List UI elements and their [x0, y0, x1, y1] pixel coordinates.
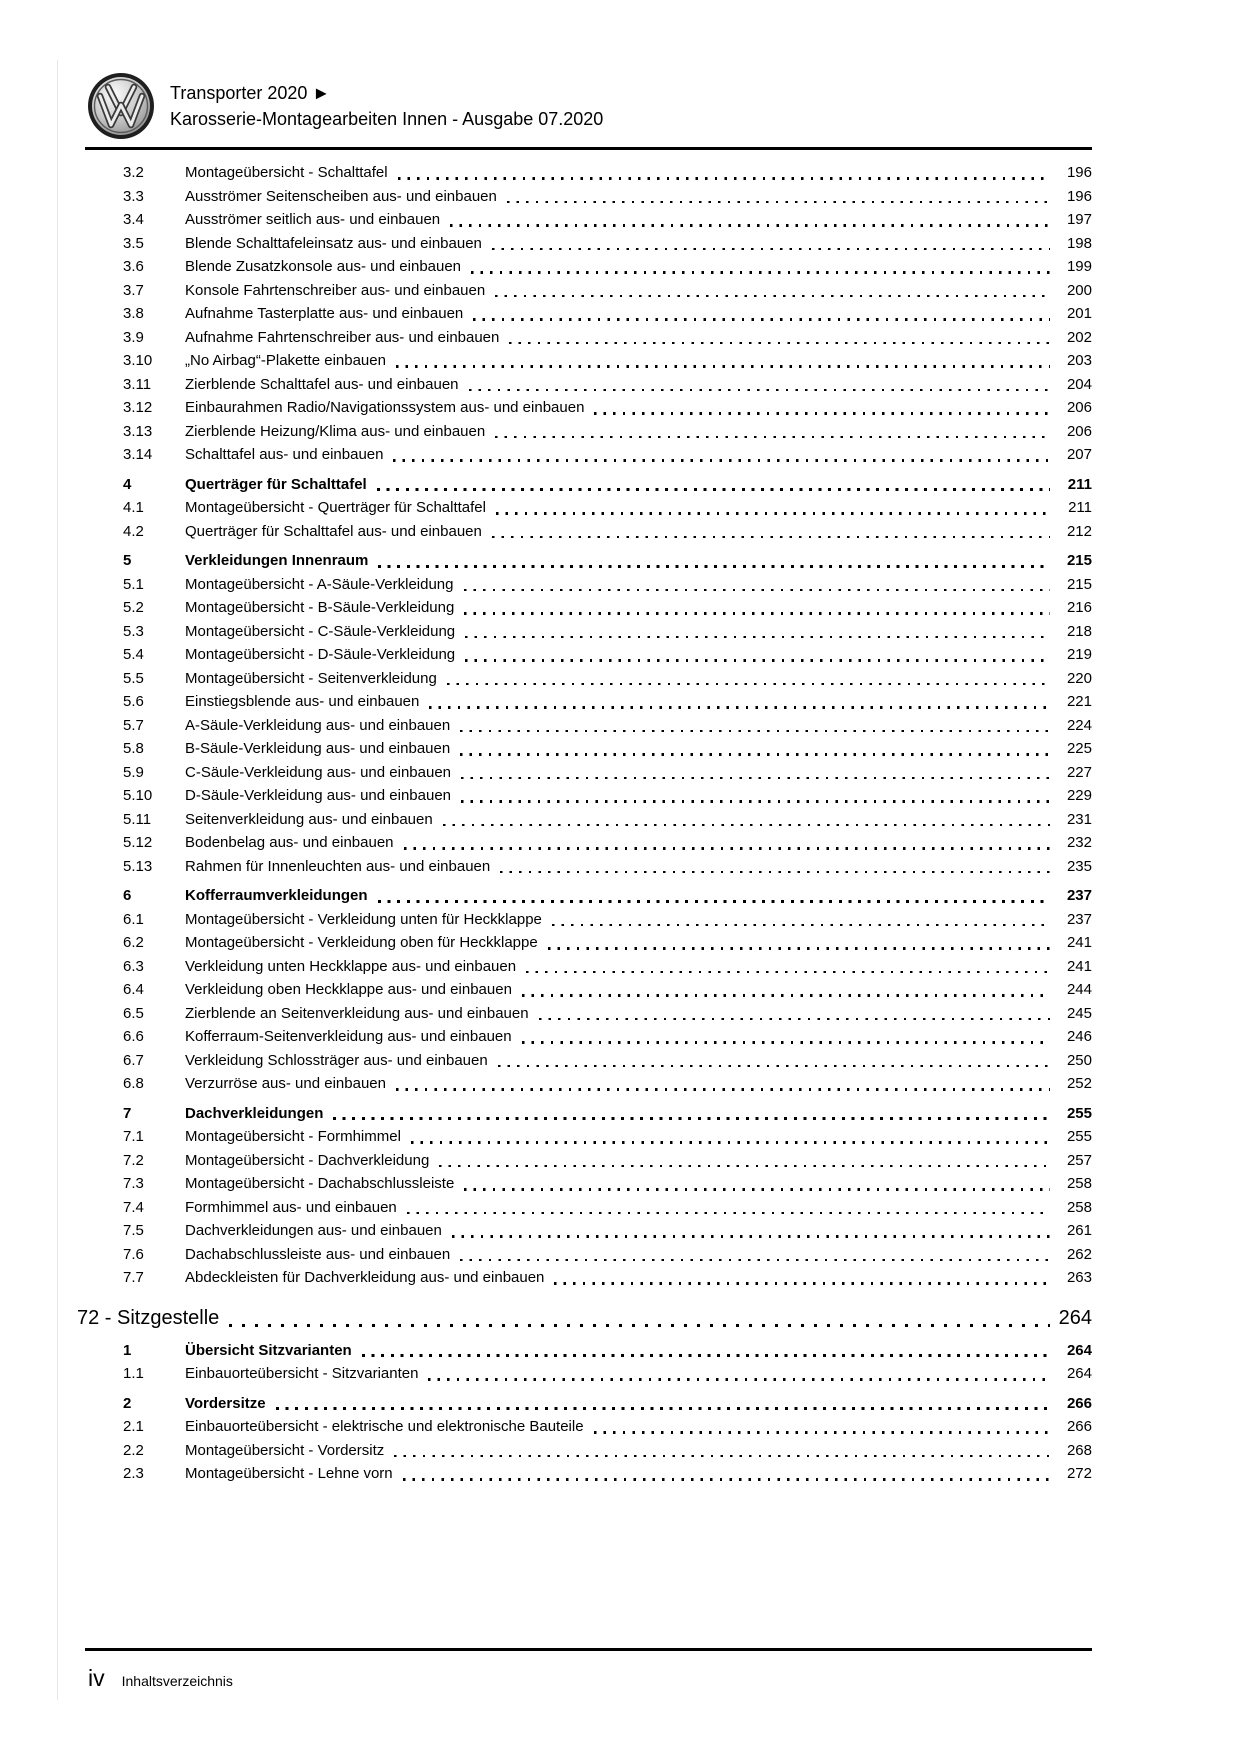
toc-entry-page: 211 — [1068, 499, 1092, 516]
dot-leader — [471, 255, 1050, 279]
dot-leader — [276, 1392, 1050, 1416]
toc-entry-number: 3.8 — [123, 305, 144, 322]
toc-entry-page: 258 — [1066, 1198, 1092, 1216]
toc-entry-number: 3.11 — [123, 375, 152, 393]
toc-entry-page: 241 — [1066, 934, 1092, 951]
toc-entry-row — [85, 1025, 1092, 1049]
toc-entry-number: 3.10 — [123, 352, 153, 369]
toc-entry-page: 196 — [1066, 187, 1092, 205]
toc-entry-page: 263 — [1066, 1269, 1092, 1286]
toc-entry-number: 7.6 — [123, 1245, 144, 1263]
toc-entry-row — [85, 931, 1092, 955]
page-header — [85, 70, 1092, 150]
toc-entry-number: 6 — [123, 887, 132, 904]
footer-rule — [85, 1648, 1092, 1651]
toc-entry-page: 237 — [1066, 910, 1092, 928]
dot-leader — [522, 1025, 1050, 1049]
toc-entry-title: Abdeckleisten für Dachverkleidung aus- und einbauen — [185, 1269, 545, 1286]
dot-leader — [460, 737, 1050, 761]
toc-entry-row — [85, 808, 1092, 832]
dot-leader — [460, 1243, 1050, 1267]
toc-entry-number: 5.11 — [123, 810, 152, 828]
dot-leader — [492, 520, 1050, 544]
toc-entry-row — [85, 1439, 1092, 1463]
toc-entry-row — [85, 1339, 1092, 1363]
toc-entry-page: 264 — [1058, 1306, 1092, 1329]
toc-entry-title: Einbaurahmen Radio/Navigationssystem aus- und einbauen — [185, 399, 585, 416]
toc-entry-row — [85, 761, 1092, 785]
toc-entry-title: „No Airbag“-Plakette einbauen — [185, 352, 386, 369]
toc-entry-title: Einstiegsblende aus- und einbauen — [185, 693, 420, 710]
toc-entry-number: 3.9 — [123, 328, 144, 346]
toc-entry-number: 2.3 — [123, 1465, 144, 1482]
dot-leader — [464, 596, 1050, 620]
toc-entry-row — [85, 1196, 1092, 1220]
toc-entry-number: 6.5 — [123, 1004, 144, 1022]
toc-entry-title: Verzurröse aus- und einbauen — [185, 1075, 386, 1092]
toc-entry-title: Ausströmer Seitenscheiben aus- und einbauen — [185, 187, 497, 205]
toc-entry-row — [85, 573, 1092, 597]
toc-entry-title: Montageübersicht - Lehne vorn — [185, 1465, 393, 1482]
toc-entry-title: Zierblende Heizung/Klima aus- und einbauen — [185, 422, 486, 440]
toc-entry-page: 221 — [1066, 693, 1092, 710]
header-titles — [170, 70, 1092, 132]
dot-leader — [460, 714, 1050, 738]
toc-entry-number: 5.8 — [123, 740, 144, 757]
toc-entry-row — [85, 1002, 1092, 1026]
toc-entry-number: 3.4 — [123, 211, 144, 228]
toc-entry-number: 3.13 — [123, 422, 153, 440]
toc-entry-number: 3.5 — [123, 234, 144, 252]
dot-leader — [407, 1196, 1050, 1220]
dot-leader — [394, 1439, 1050, 1463]
toc-entry-title: Zierblende Schalttafel aus- und einbauen — [185, 375, 459, 393]
toc-entry-number: 6.6 — [123, 1028, 144, 1045]
toc-entry-row — [85, 714, 1092, 738]
toc-entry-title: D-Säule-Verkleidung aus- und einbauen — [185, 787, 452, 804]
toc-entry-page: 235 — [1066, 857, 1092, 875]
dot-leader — [492, 232, 1050, 256]
dot-leader — [473, 302, 1050, 326]
toc-entry-title: Querträger für Schalttafel — [185, 475, 367, 493]
toc-entry-page: 246 — [1066, 1028, 1092, 1045]
toc-entry-title: Formhimmel aus- und einbauen — [185, 1198, 397, 1216]
toc-entry-row — [85, 690, 1092, 714]
toc-entry-number: 1 — [123, 1341, 132, 1359]
toc-entry-number: 5.12 — [123, 834, 153, 851]
toc-entry-title: Montageübersicht - Vordersitz — [185, 1441, 385, 1459]
dot-leader — [526, 955, 1050, 979]
toc-entry-row — [85, 1125, 1092, 1149]
dot-leader — [396, 1072, 1050, 1096]
toc-entry-number: 5.4 — [123, 646, 144, 663]
toc-entry-row — [85, 784, 1092, 808]
toc-entry-number: 4 — [123, 475, 132, 493]
toc-entry-row — [85, 373, 1092, 397]
toc-entry-row — [85, 831, 1092, 855]
toc-entry-number: 6.2 — [123, 934, 144, 951]
toc-entry-title: Montageübersicht - Seitenverkleidung — [185, 669, 437, 687]
toc-entry-row — [85, 855, 1092, 879]
toc-entry-number: 5 — [123, 552, 132, 569]
dot-leader — [461, 784, 1050, 808]
toc-entry-page: 237 — [1066, 887, 1092, 904]
toc-entry-row — [85, 596, 1092, 620]
toc-entry-number: 5.6 — [123, 693, 144, 710]
dot-leader — [378, 884, 1050, 908]
toc-entry-page: 199 — [1066, 258, 1092, 275]
toc-entry-row — [85, 326, 1092, 350]
footer-section-label: Inhaltsverzeichnis — [121, 1673, 233, 1689]
toc-entry-number: 7 — [123, 1104, 132, 1122]
toc-entry-page: 266 — [1066, 1394, 1092, 1412]
toc-entry-number: 6.7 — [123, 1051, 144, 1069]
toc-entry-number: 3.2 — [123, 164, 144, 181]
toc-entry-number: 3.7 — [123, 281, 144, 299]
toc-entry-page: 200 — [1066, 281, 1092, 299]
toc-entry-page: 264 — [1066, 1365, 1092, 1382]
dot-leader — [539, 1002, 1050, 1026]
toc-entry-row — [85, 349, 1092, 373]
toc-entry-row — [85, 1172, 1092, 1196]
toc-entry-row — [85, 549, 1092, 573]
toc-entry-row — [85, 232, 1092, 256]
dot-leader — [552, 908, 1050, 932]
toc-entry-title: Aufnahme Fahrtenschreiber aus- und einbauen — [185, 328, 500, 346]
toc-entry-title: Konsole Fahrtenschreiber aus- und einbauen — [185, 281, 486, 299]
toc-entry-page: 261 — [1066, 1222, 1092, 1239]
toc-entry-row — [85, 1102, 1092, 1126]
toc-entry-number: 4.2 — [123, 522, 144, 540]
dot-leader — [465, 643, 1050, 667]
toc-entry-page: 262 — [1066, 1245, 1092, 1263]
toc-entry-row — [85, 1149, 1092, 1173]
dot-leader — [377, 473, 1050, 497]
toc-entry-title: Seitenverkleidung aus- und einbauen — [185, 810, 433, 828]
toc-entry-number: 2.2 — [123, 1441, 144, 1459]
toc-entry-title: B-Säule-Verkleidung aus- und einbauen — [185, 740, 451, 757]
dot-leader — [495, 420, 1050, 444]
toc-entry-row — [85, 396, 1092, 420]
toc-entry-row — [85, 1266, 1092, 1290]
toc-entry-page: 212 — [1066, 522, 1092, 540]
toc-entry-page: 255 — [1066, 1104, 1092, 1122]
toc-entry-row — [85, 1219, 1092, 1243]
toc-entry-number: 3.3 — [123, 187, 144, 205]
toc-entry-number: 7.1 — [123, 1128, 144, 1145]
toc-entry-title: Montageübersicht - C-Säule-Verkleidung — [185, 622, 456, 640]
toc-entry-row — [85, 643, 1092, 667]
dot-leader — [447, 667, 1050, 691]
toc-entry-page: 207 — [1066, 446, 1092, 463]
toc-entry-page: 224 — [1066, 716, 1092, 734]
dot-leader — [333, 1102, 1050, 1126]
toc-entry-number: 4.1 — [123, 499, 144, 516]
dot-leader — [404, 831, 1050, 855]
toc-entry-page: 266 — [1066, 1418, 1092, 1435]
toc-entry-title: Montageübersicht - A-Säule-Verkleidung — [185, 575, 454, 593]
toc-entry-page: 245 — [1066, 1004, 1092, 1022]
toc-entry-title: Zierblende an Seitenverkleidung aus- und einbauen — [185, 1004, 529, 1022]
toc-entry-row — [85, 908, 1092, 932]
toc-entry-number: 1.1 — [123, 1365, 144, 1382]
toc-entry-title: Aufnahme Tasterplatte aus- und einbauen — [185, 305, 464, 322]
dot-leader — [439, 1149, 1050, 1173]
toc-entry-title: Blende Zusatzkonsole aus- und einbauen — [185, 258, 462, 275]
dot-leader — [428, 1362, 1050, 1386]
toc-entry-page: 215 — [1066, 575, 1092, 593]
toc-chapter-row — [77, 1303, 1092, 1333]
toc-entry-page: 258 — [1066, 1175, 1092, 1192]
toc-entry-title: Kofferraumverkleidungen — [185, 887, 368, 904]
toc-entry-title: Dachverkleidungen aus- und einbauen — [185, 1222, 442, 1239]
toc-entry-title: Montageübersicht - Querträger für Schalttafel — [185, 499, 486, 516]
toc-entry-title: Montageübersicht - Formhimmel — [185, 1128, 401, 1145]
toc-entry-number: 7.7 — [123, 1269, 144, 1286]
toc-entry-row — [85, 1462, 1092, 1486]
dot-leader — [594, 396, 1050, 420]
toc-entry-row — [85, 185, 1092, 209]
toc-entry-number: 7.4 — [123, 1198, 144, 1216]
dot-leader — [464, 1172, 1050, 1196]
toc-entry-title: Verkleidungen Innenraum — [185, 552, 369, 569]
toc-entry-title: Verkleidung Schlossträger aus- und einbauen — [185, 1051, 488, 1069]
toc-entry-page: 206 — [1066, 399, 1092, 416]
toc-entry-number: 3.12 — [123, 399, 153, 416]
toc-entry-number: 5.5 — [123, 669, 144, 687]
dot-leader — [594, 1415, 1050, 1439]
dot-leader — [496, 496, 1050, 520]
toc-entry-row — [85, 473, 1092, 497]
dot-leader — [450, 208, 1050, 232]
toc-entry-page: 202 — [1066, 328, 1092, 346]
toc-entry-page: 197 — [1066, 211, 1092, 228]
toc-entry-row — [85, 302, 1092, 326]
toc-entry-row — [85, 279, 1092, 303]
toc-entry-number: 3.14 — [123, 446, 153, 463]
dot-leader — [465, 620, 1050, 644]
toc-entry-page: 257 — [1066, 1151, 1092, 1169]
toc-entry-number: 5.1 — [123, 575, 144, 593]
toc-entry-row — [85, 255, 1092, 279]
dot-leader — [469, 373, 1050, 397]
dot-leader — [452, 1219, 1050, 1243]
scan-edge-artifact — [57, 60, 58, 1700]
toc-entry-row — [85, 737, 1092, 761]
toc-entry-page: 219 — [1066, 646, 1092, 663]
document-model-title: Transporter 2020 ► — [170, 83, 331, 103]
toc-entry-page: 204 — [1066, 375, 1092, 393]
toc-entry-number: 5.10 — [123, 787, 153, 804]
toc-entry-title: Montageübersicht - Dachabschlussleiste — [185, 1175, 455, 1192]
toc-entry-row — [85, 1362, 1092, 1386]
footer-page-number: iv — [88, 1665, 105, 1691]
dot-leader — [461, 761, 1050, 785]
toc-entry-title: Montageübersicht - Schalttafel — [185, 164, 388, 181]
toc-entry-row — [85, 955, 1092, 979]
toc-entry-page: 220 — [1066, 669, 1092, 687]
toc-entry-number: 2 — [123, 1394, 132, 1412]
dot-leader — [362, 1339, 1050, 1363]
dot-leader — [429, 690, 1050, 714]
toc-entry-page: 216 — [1066, 599, 1092, 616]
toc-entry-number: 5.2 — [123, 599, 144, 616]
toc-entry-page: 244 — [1066, 981, 1092, 998]
dot-leader — [443, 808, 1050, 832]
toc-entry-title: Kofferraum-Seitenverkleidung aus- und einbauen — [185, 1028, 512, 1045]
toc-entry-title: Einbauorteübersicht - Sitzvarianten — [185, 1365, 419, 1382]
dot-leader — [498, 1049, 1050, 1073]
toc-entry-title: Dachabschlussleiste aus- und einbauen — [185, 1245, 451, 1263]
toc-entry-page: 203 — [1066, 352, 1092, 369]
toc-entry-number: 7.2 — [123, 1151, 144, 1169]
toc-entry-page: 231 — [1066, 810, 1092, 828]
toc-entry-title: Bodenbelag aus- und einbauen — [185, 834, 394, 851]
toc-entry-page: 255 — [1066, 1128, 1092, 1145]
toc-entry-number: 6.1 — [123, 910, 144, 928]
toc-entry-page: 211 — [1067, 475, 1092, 493]
toc-entry-page: 196 — [1066, 164, 1092, 181]
toc-entry-page: 241 — [1066, 957, 1092, 975]
toc-entry-number: 3.6 — [123, 258, 144, 275]
toc-entry-row — [85, 620, 1092, 644]
toc-entry-title: Vordersitze — [185, 1394, 266, 1412]
toc-entry-title: Montageübersicht - D-Säule-Verkleidung — [185, 646, 456, 663]
dot-leader — [548, 931, 1050, 955]
toc-entry-row — [85, 1072, 1092, 1096]
toc-entry-number: 5.7 — [123, 716, 144, 734]
dot-leader — [500, 855, 1050, 879]
dot-leader — [393, 443, 1050, 467]
toc-entry-title: C-Säule-Verkleidung aus- und einbauen — [185, 763, 452, 781]
toc-entry-title: Montageübersicht - Verkleidung unten für Heckklappe — [185, 910, 542, 928]
toc-entry-page: 252 — [1066, 1075, 1092, 1092]
dot-leader — [507, 185, 1050, 209]
toc-entry-row — [85, 1392, 1092, 1416]
toc-entry-title: Verkleidung oben Heckklappe aus- und einbauen — [185, 981, 512, 998]
dot-leader — [229, 1303, 1050, 1333]
dot-leader — [411, 1125, 1050, 1149]
toc-entry-row — [85, 1415, 1092, 1439]
toc-entry-title: Einbauorteübersicht - elektrische und elektronische Bauteile — [185, 1418, 584, 1435]
toc-entry-row — [85, 161, 1092, 185]
toc-entry-number: 5.9 — [123, 763, 144, 781]
toc-entry-row — [85, 208, 1092, 232]
toc-entry-page: 201 — [1066, 305, 1092, 322]
toc-entry-number: 7.3 — [123, 1175, 144, 1192]
vw-logo-icon — [87, 72, 155, 140]
dot-leader — [554, 1266, 1050, 1290]
document-subtitle: Karosserie-Montagearbeiten Innen - Ausgabe 07.2020 — [170, 109, 604, 129]
toc-entry-title: Verkleidung unten Heckklappe aus- und einbauen — [185, 957, 517, 975]
toc-entry-row — [85, 443, 1092, 467]
toc-entry-row — [85, 1049, 1092, 1073]
dot-leader — [378, 549, 1050, 573]
dot-leader — [522, 978, 1050, 1002]
dot-leader — [464, 573, 1051, 597]
toc-entry-title: Rahmen für Innenleuchten aus- und einbauen — [185, 857, 491, 875]
toc-entry-row — [85, 496, 1092, 520]
toc-entry-title: Schalttafel aus- und einbauen — [185, 446, 384, 463]
dot-leader — [398, 161, 1050, 185]
toc-entry-title: 72 - Sitzgestelle — [77, 1306, 220, 1329]
toc-entry-row — [85, 667, 1092, 691]
dot-leader — [495, 279, 1050, 303]
toc-entry-number: 6.3 — [123, 957, 144, 975]
toc-entry-number: 6.8 — [123, 1075, 144, 1092]
toc-entry-number: 5.13 — [123, 857, 153, 875]
toc-entry-number: 2.1 — [123, 1418, 144, 1435]
toc-entry-number: 6.4 — [123, 981, 144, 998]
toc-entry-row — [85, 884, 1092, 908]
toc-entry-page: 268 — [1066, 1441, 1092, 1459]
toc-entry-page: 198 — [1066, 234, 1092, 252]
dot-leader — [509, 326, 1050, 350]
toc-entry-page: 272 — [1066, 1465, 1092, 1482]
toc-entry-page: 206 — [1066, 422, 1092, 440]
toc-entry-title: Querträger für Schalttafel aus- und einbauen — [185, 522, 482, 540]
toc-entry-page: 225 — [1066, 740, 1092, 757]
page-footer — [88, 1662, 233, 1694]
toc-entry-page: 264 — [1066, 1341, 1092, 1359]
toc-entry-title: A-Säule-Verkleidung aus- und einbauen — [185, 716, 451, 734]
toc-entry-title: Blende Schalttafeleinsatz aus- und einbauen — [185, 234, 482, 252]
toc-entry-title: Übersicht Sitzvarianten — [185, 1341, 352, 1359]
toc-entry-title: Ausströmer seitlich aus- und einbauen — [185, 211, 441, 228]
toc-entry-title: Montageübersicht - B-Säule-Verkleidung — [185, 599, 455, 616]
toc-entry-page: 232 — [1066, 834, 1092, 851]
toc-entry-title: Montageübersicht - Dachverkleidung — [185, 1151, 430, 1169]
toc-entry-page: 227 — [1066, 763, 1092, 781]
toc-entry-row — [85, 1243, 1092, 1267]
toc-entry-row — [85, 520, 1092, 544]
toc-entry-page: 250 — [1066, 1051, 1092, 1069]
toc-entry-row — [85, 978, 1092, 1002]
dot-leader — [396, 349, 1050, 373]
toc-entry-number: 5.3 — [123, 622, 144, 640]
toc-entry-number: 7.5 — [123, 1222, 144, 1239]
toc-entry-title: Montageübersicht - Verkleidung oben für Heckklappe — [185, 934, 538, 951]
toc-entry-page: 218 — [1066, 622, 1092, 640]
toc-entry-page: 215 — [1066, 552, 1092, 569]
toc-entry-page: 229 — [1066, 787, 1092, 804]
toc-entry-title: Dachverkleidungen — [185, 1104, 324, 1122]
table-of-contents — [77, 161, 1092, 1486]
dot-leader — [403, 1462, 1050, 1486]
toc-entry-row — [85, 420, 1092, 444]
header-rule — [85, 147, 1092, 150]
